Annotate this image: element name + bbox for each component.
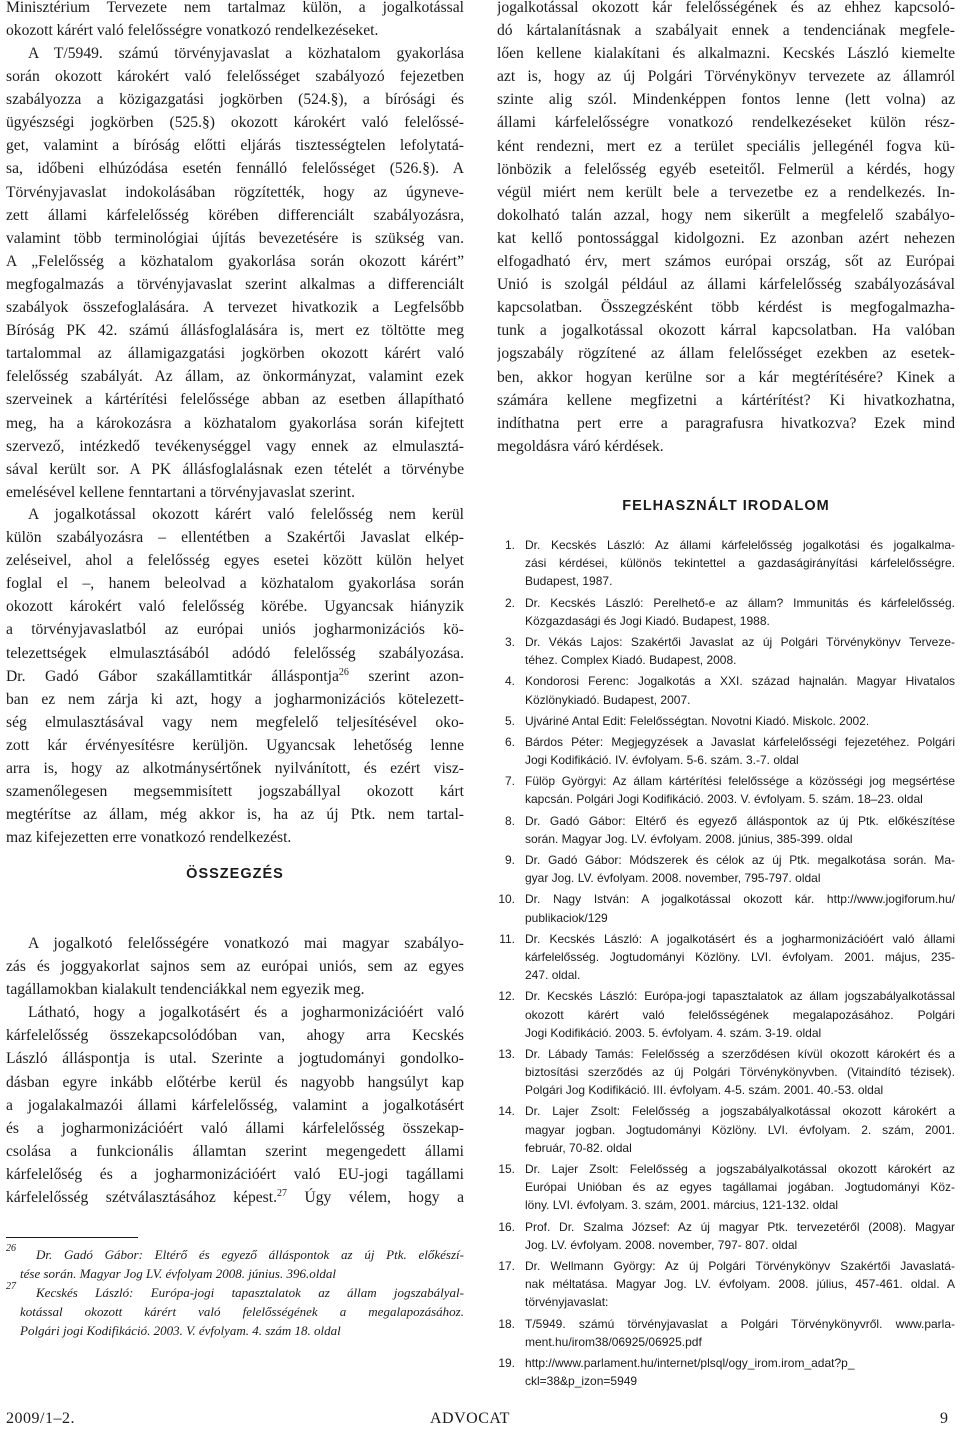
footnotes xyxy=(6,1245,464,1340)
text-line: emelésével kellene fenntartani a törvényjavaslat szerint. xyxy=(6,483,355,501)
text-segment: kárfelelősség szétválasztásához képest. xyxy=(6,1189,277,1207)
reference-line: során. Magyar Jog. LV. évfolyam. 2008. június, 385-399. oldal xyxy=(525,831,853,846)
text-line: csolása a funkcionális államtan szerint megengedett állami xyxy=(6,1142,464,1160)
reference-line: magyar jogban. Jogtudományi Közlöny. LVI. évfolyam. 2. szám, 2001. xyxy=(525,1122,955,1137)
text-line: indíthatna pert erre a paragrafusra hivatkozva? Ezek mind xyxy=(497,414,955,432)
reference-number: 16. xyxy=(498,1219,515,1234)
text-line: dokolható talán azzal, hogy nem sikerült a megfelelő szabályo- xyxy=(497,206,955,224)
text-segment: Dr. Gadó Gábor szakállamtitkár álláspontja xyxy=(6,667,339,685)
reference-number: 15. xyxy=(498,1162,515,1176)
text-line: A „Felelősség a közhatalom gyakorlása során okozott kárért” xyxy=(6,252,464,270)
footnote-divider xyxy=(6,1237,138,1238)
reference-line: Polgári Jog Kodifikáció. III. évfolyam. 4-5. szám. 2001. 40.-53. oldal xyxy=(525,1083,884,1098)
text-line: külön szabályozásra – ellentétben a Szakértői Javaslat elkép- xyxy=(6,529,464,547)
text-line: elfogadható érv, mert számos európai ország, sőt az Európai xyxy=(497,253,955,271)
reference-item xyxy=(497,1257,955,1312)
reference-item xyxy=(497,633,955,669)
text-line: tagállamokban kialakult tendenciákkal nem egyezik meg. xyxy=(6,981,365,999)
text-line: szamenőlegesen megsemmisített jogszabállyal okozott kárt xyxy=(6,783,464,801)
reference-line: publikaciok/129 xyxy=(525,910,608,925)
reference-line: Jogi Kodifikáció. IV. évfolyam. 5-6. szám. 3.-7. oldal xyxy=(525,753,799,768)
reference-number: 5. xyxy=(504,713,515,728)
footnote xyxy=(6,1245,464,1283)
reference-item xyxy=(497,1218,955,1254)
reference-item xyxy=(497,851,955,887)
reference-line: okozott kárért való felelősségének megalapozásához. Polgári xyxy=(525,1007,955,1022)
text-segment: szerint azon- xyxy=(348,667,464,685)
reference-line: Prof. Dr. Szalma József: Az új magyar Ptk. tervezetéről (2008). Magyar xyxy=(525,1219,955,1234)
text-line: lően kellene kialakítani és alkalmazni. Kecskés László kiemelte xyxy=(497,45,955,63)
reference-line: Budapest, 1987. xyxy=(525,574,613,589)
reference-number: 1. xyxy=(504,538,515,552)
reference-number: 2. xyxy=(504,595,515,610)
footnote xyxy=(6,1283,464,1340)
reference-line: biztosítási szerződés az új Polgári Törvénykönyvben. (Vitaindító tézisek). xyxy=(525,1065,955,1080)
text-line: zás és joggyakorlat sajnos sem az európai uniós, sem az egyes xyxy=(6,958,464,976)
reference-item xyxy=(497,772,955,808)
text-line: zott kár érvényesítésre kerüljön. Ugyancsak lehetőség lenne xyxy=(6,736,464,754)
text-line: szervező, intézkedő tevékenységgel vagy ennek az elmulasztá- xyxy=(6,437,464,455)
footnote-reference[interactable]: 27 xyxy=(276,1188,287,1200)
reference-number: 9. xyxy=(504,853,515,867)
text-line: megtérítse az állam, még akkor is, ha az új Ptk. nem tartal- xyxy=(6,806,464,824)
footnote-reference[interactable]: 26 xyxy=(338,666,349,678)
reference-line: Dr. Kecskés László: A jogalkotásért és a jogharmonizációért való állami xyxy=(525,931,955,946)
reference-line: téhez. Complex Kiadó. Budapest, 2008. xyxy=(525,653,737,668)
reference-line: Dr. Gadó Gábor: Eltérő és egyező álláspontok az új Ptk. előkészítése xyxy=(525,813,955,828)
footnote-line: kotással okozott kárért való felelősségének a megalapozásához. xyxy=(20,1304,464,1319)
text-line: zeléseivel, ahol a felelősség egyes esetei között külön helyet xyxy=(6,552,464,570)
reference-line: február, 70-82. oldal xyxy=(525,1140,632,1155)
reference-line: Jogi Kodifikáció. 2003. 5. évfolyam. 4. szám. 3-19. oldal xyxy=(525,1025,822,1040)
text-line: A T/5949. számú törvényjavaslat a közhatalom gyakorlása xyxy=(28,45,464,62)
reference-line: Dr. Vékás Lajos: Szakértői Javaslat az új Polgári Törvénykönyv Terveze- xyxy=(525,634,955,649)
text-line: Látható, hogy a jogalkotásért és a jogharmonizációért való xyxy=(28,1004,464,1022)
text-line: megfogalmazás a törvényjavaslat szerint alkalmas a differenciált xyxy=(6,275,464,293)
text-line: állami kárfelelősségre vonatkozó rendelkezéseket külön rész- xyxy=(497,114,955,132)
reference-number: 7. xyxy=(504,774,515,789)
summary-paragraphs xyxy=(6,932,464,1209)
reference-line: törvényjavaslat: xyxy=(525,1295,609,1310)
footnote-line: Polgári jogi Kodifikáció. 2003. V. évfolyam. 4. szám 18. oldal xyxy=(20,1323,341,1338)
text-line: kat kellő pontossággal kidolgozni. Ez azonban azért nehezen xyxy=(497,229,955,247)
reference-item xyxy=(497,1045,955,1100)
reference-line: ment.hu/irom38/06925/06925.pdf xyxy=(525,1334,702,1349)
reference-line: Dr. Kecskés László: Perelhető-e az állam? Immunitás és kárfelelősség. xyxy=(525,595,955,610)
footnote-line: tése során. Magyar Jog LV. évfolyam 2008. június. 396.oldal xyxy=(20,1266,336,1281)
text-line: sával került sor. A PK állásfoglalásnak ezen tételét a törvénybe xyxy=(6,460,464,478)
text-line: arra is, hogy az alkotmánysértőnek nyilvánított, és ezért visz- xyxy=(6,760,464,778)
reference-number: 11. xyxy=(499,931,515,946)
reference-item xyxy=(497,594,955,630)
text-line: Bíróság PK 42. számú állásfoglalására is, mert ez töltötte meg xyxy=(6,322,464,340)
reference-item xyxy=(497,930,955,985)
reference-line: Dr. Lajer Zsolt: Felelősség a jogszabályalkotással okozott károkért az xyxy=(525,1162,955,1176)
reference-line: Dr. Lábady Tamás: Felelősség a szerződésen kívül okozott károkért és a xyxy=(525,1046,955,1061)
reference-number: 13. xyxy=(498,1046,515,1061)
reference-line: Kondorosi Ferenc: Jogalkotás a XXI. század hajnalán. Magyar Hivatalos xyxy=(525,674,955,689)
reference-item xyxy=(497,812,955,848)
reference-item xyxy=(497,672,955,708)
reference-item xyxy=(497,890,955,926)
text-line: szabályok összefoglalására. A tervezet hivatkozik a Legfelsőbb xyxy=(6,299,464,317)
text-line: Unió is szolgál például az állami kárfelelősség szabályozásával xyxy=(497,276,955,294)
footnote-number: 27 xyxy=(6,1281,16,1292)
text-line: szinte alig szól. Mindenképpen fontos lenne (lett volna) az xyxy=(497,91,955,109)
reference-item xyxy=(497,536,955,591)
text-line: valamint több terminológiai újítás bevezetésére is szükség van. xyxy=(6,229,464,247)
text-line: során okozott károkért való felelősséget szabályozó fejezetben xyxy=(6,68,464,86)
reference-line: zási kérdései, különös tekintettel a gazdaságirányítási kárfelelősségre. xyxy=(525,556,955,571)
reference-item xyxy=(497,987,955,1042)
reference-number: 19. xyxy=(498,1355,515,1370)
left-paragraph-3 xyxy=(6,503,464,849)
reference-line: 247. oldal. xyxy=(525,968,581,983)
text-line: és a jogharmonizációért való állami kárfelelősség összekap- xyxy=(6,1119,464,1137)
left-paragraph-1 xyxy=(6,0,464,42)
text-line: Törvényjavaslat indokolásában rögzítették, hogy az úgyneve- xyxy=(6,183,464,201)
reference-line: Dr. Gadó Gábor: Módszerek és célok az új Ptk. megalkotása során. Ma- xyxy=(525,853,955,867)
text-line: meg, ha a károkozásra a közhatalom gyakorlása során kifejtett xyxy=(6,414,464,432)
text-line: A jogalkotással okozott kárért való felelősség nem kerül xyxy=(28,506,464,523)
text-line: végül miért nem került bele a tervezetbe ez a rendelkezés. In- xyxy=(497,183,955,201)
text-line: okozott kárért való felelősségre vonatkozó rendelkezéseket. xyxy=(6,22,379,40)
text-line: ban ez nem zárja ki azt, hogy a jogharmonizációs kötelezett- xyxy=(6,690,464,708)
right-paragraph-1 xyxy=(497,0,955,458)
text-line: szerveinek a kártérítési felelőssége abban az esetben állapítható xyxy=(6,391,464,409)
reference-number: 17. xyxy=(498,1258,515,1273)
reference-line: nak méltatása. Magyar Jog. LV. évfolyam. 2008. július, 457-461. oldal. A xyxy=(525,1277,955,1292)
reference-line: Dr. Wellmann György: Az új Polgári Törvénykönyv Szakértői Javaslatá- xyxy=(525,1258,955,1273)
text-line: telezettségek elmulasztásából adódó felelősség szabályozása. xyxy=(6,644,464,662)
text-line: László álláspontja is utal. Szerinte a jogtudományi gondolko- xyxy=(6,1050,464,1068)
reference-line: kárfelelősség. Jogtudományi Közlöny. LVI. évfolyam. 2001. május, 235- xyxy=(525,949,955,964)
reference-line: ckl=38&p_izon=5949 xyxy=(525,1374,638,1389)
reference-line: kapcsán. Polgári Jogi Kodifikáció. 2003. V. évfolyam. 5. szám. 18–23. oldal xyxy=(525,792,923,807)
text-line-with-footnote-ref xyxy=(6,1186,464,1209)
text-line: azt is, hogy az új Polgári Törvénykönyv tervezete az államról xyxy=(497,68,955,86)
text-line: ként rendezni, mert ez a terület speciális jellegénél fogva kü- xyxy=(497,137,955,155)
reference-number: 14. xyxy=(498,1104,515,1119)
reference-item xyxy=(497,1102,955,1157)
left-paragraph-2 xyxy=(6,42,464,504)
text-line: szabályozza a közigazgatási jogkörben (524.§), a bírósági és xyxy=(6,91,464,109)
reference-number: 3. xyxy=(504,634,515,649)
text-segment: Úgy vélem, hogy a xyxy=(286,1189,464,1207)
reference-line: Európai Unióban és az egyes tagállamai jogában. Jogtudományi Köz- xyxy=(525,1180,955,1195)
footnote-line: Kecskés László: Európa-jogi tapasztalatok az állam jogszabályal- xyxy=(36,1285,464,1300)
reference-item xyxy=(497,733,955,769)
reference-line: Dr. Kecskés László: Az állami kárfelelősség jogalkotási és jogalkalma- xyxy=(525,538,955,552)
text-line: tunk a jogalkotással okozott kárral kapcsolatban. Ha valóban xyxy=(497,322,955,340)
reference-number: 8. xyxy=(504,813,515,828)
text-line: kárfelelőség és a jogharmonizációért való EU-jogi tagállami xyxy=(6,1165,464,1183)
text-line: a törvényjavaslatból az európai uniós jogharmonizációs kö- xyxy=(6,621,464,639)
text-line: ben, akkor hogyan kerülne sor a kár megtérítésére? Kinek a xyxy=(497,368,955,386)
reference-line: Dr. Nagy István: A jogalkotással okozott kár. http://www.jogiforum.hu/ xyxy=(525,892,955,907)
text-line: zett állami kárfelelősség körében differenciált szabályozásra, xyxy=(6,206,464,224)
footnote-line: Dr. Gadó Gábor: Eltérő és egyező álláspontok az új Ptk. előkészí- xyxy=(36,1247,464,1262)
text-line: maz kifejezetten erre vonatkozó rendelkezést. xyxy=(6,829,292,847)
text-line: foglal el –, hanem beleolvad a közhatalom gyakorlása során xyxy=(6,575,464,593)
text-line: számára kellene megfizetni a kártérítést? Ki hivatkozhatna, xyxy=(497,391,955,409)
reference-line: Közlönykiadó. Budapest, 2007. xyxy=(525,692,691,707)
reference-line: T/5949. számú törvényjavaslat a Polgári Törvénykönyvről. www.parla- xyxy=(525,1316,955,1331)
reference-number: 12. xyxy=(498,989,515,1004)
reference-line: Jog. LV. évfolyam. 2008. november, 797- 807. oldal xyxy=(525,1237,798,1252)
reference-number: 6. xyxy=(504,734,515,749)
footer-page-number: 9 xyxy=(940,1410,949,1427)
text-line: sa, időbeni elhúzódása esetén fennálló felelősséget (526.§). A xyxy=(6,160,464,178)
footer-issue: 2009/1–2. xyxy=(6,1410,75,1427)
reference-number: 10. xyxy=(498,892,515,907)
text-line: megoldásra váró kérdések. xyxy=(497,437,664,455)
reference-line: Dr. Lajer Zsolt: Felelősség a jogszabályalkotással okozott károkért a xyxy=(525,1104,955,1119)
text-line: kapcsolatban. Összegzésként több kérdést is megfogalmazha- xyxy=(497,299,955,317)
reference-line: Dr. Kecskés László: Európa-jogi tapasztalatok az állam jogszabályalkotással xyxy=(525,989,955,1004)
footer-journal-name: ADVOCAT xyxy=(430,1410,510,1427)
text-line: jogalkotással okozott kár felelősségének és az ehhez kapcsoló- xyxy=(497,0,955,16)
text-line: A jogalkotó felelősségére vonatkozó mai magyar szabályo- xyxy=(28,935,464,952)
reference-line: löny. LVI. évfolyam. 3. szám, 2001. március, 121-132. oldal xyxy=(525,1198,839,1213)
references-list xyxy=(497,536,955,1393)
reference-item xyxy=(497,1160,955,1215)
reference-line: Bárdos Péter: Megjegyzések a Javaslat kárfelelősségi fejezetéhez. Polgári xyxy=(525,734,955,749)
references-heading: FELHASZNÁLT IRODALOM xyxy=(622,498,830,514)
summary-heading: ÖSSZEGZÉS xyxy=(186,866,284,882)
text-line: a jogalakalmazói állami kárfelelősség, valamint a jogalkotásért xyxy=(6,1096,464,1114)
text-line: felelősség szabályát. Az állam, az önkormányzat, valamint ezek xyxy=(6,368,464,386)
text-line: get, valamint a bíróság előtti eljárás tisztességtelen lefolytatá- xyxy=(6,137,464,155)
reference-item xyxy=(497,712,955,730)
text-line: dó kártalanításnak a szabályait ennek a tendenciának megfele- xyxy=(497,22,955,40)
text-line-with-footnote-ref xyxy=(6,665,464,688)
text-line: kárfelelősség összekapcsolódóban van, ahogy arra Kecskés xyxy=(6,1027,464,1045)
footnote-number: 26 xyxy=(6,1243,16,1254)
reference-line: http://www.parlament.hu/internet/plsql/ogy_irom.irom_adat?p_ xyxy=(525,1355,855,1370)
text-line: tartalommal az államigazgatási jogkörben okozott kárért való xyxy=(6,345,464,363)
text-line: dásban egyre inkább előtérbe kerül és nagyobb hangsúlyt kap xyxy=(6,1073,464,1091)
reference-line: Ujváriné Antal Edit: Felelősségtan. Novotni Kiadó. Miskolc. 2002. xyxy=(525,713,870,728)
reference-number: 18. xyxy=(498,1316,515,1331)
text-line: Minisztérium Tervezete nem tartalmaz külön, a jogalkotással xyxy=(6,0,464,16)
text-line: lönbözik a felelősség egyéb eseteitől. Felmerül a kérdés, hogy xyxy=(497,160,955,178)
text-line: ség elmulasztásával vagy nem megfelelő teljesítésével oko- xyxy=(6,713,464,731)
reference-item xyxy=(497,1315,955,1351)
reference-item xyxy=(497,1354,955,1390)
reference-line: gyar Jog. LV. évfolyam. 2008. november, 795-797. oldal xyxy=(525,871,821,886)
text-line: okozott károkért való felelősség körébe. Ugyancsak hiányzik xyxy=(6,598,464,616)
text-line: ügyészségi jogkörben (525.§) okozott károkért való felelőssé- xyxy=(6,114,464,132)
reference-line: Fülöp Györgyi: Az állam kártérítési felelőssége a közösségi jog megsértése xyxy=(525,774,955,789)
text-line: jogszabály rögzítené az állam felelősséget ezekben az esetek- xyxy=(497,345,955,363)
reference-line: Közgazdasági és Jogi Kiadó. Budapest, 1988. xyxy=(525,613,770,628)
reference-number: 4. xyxy=(504,674,515,689)
